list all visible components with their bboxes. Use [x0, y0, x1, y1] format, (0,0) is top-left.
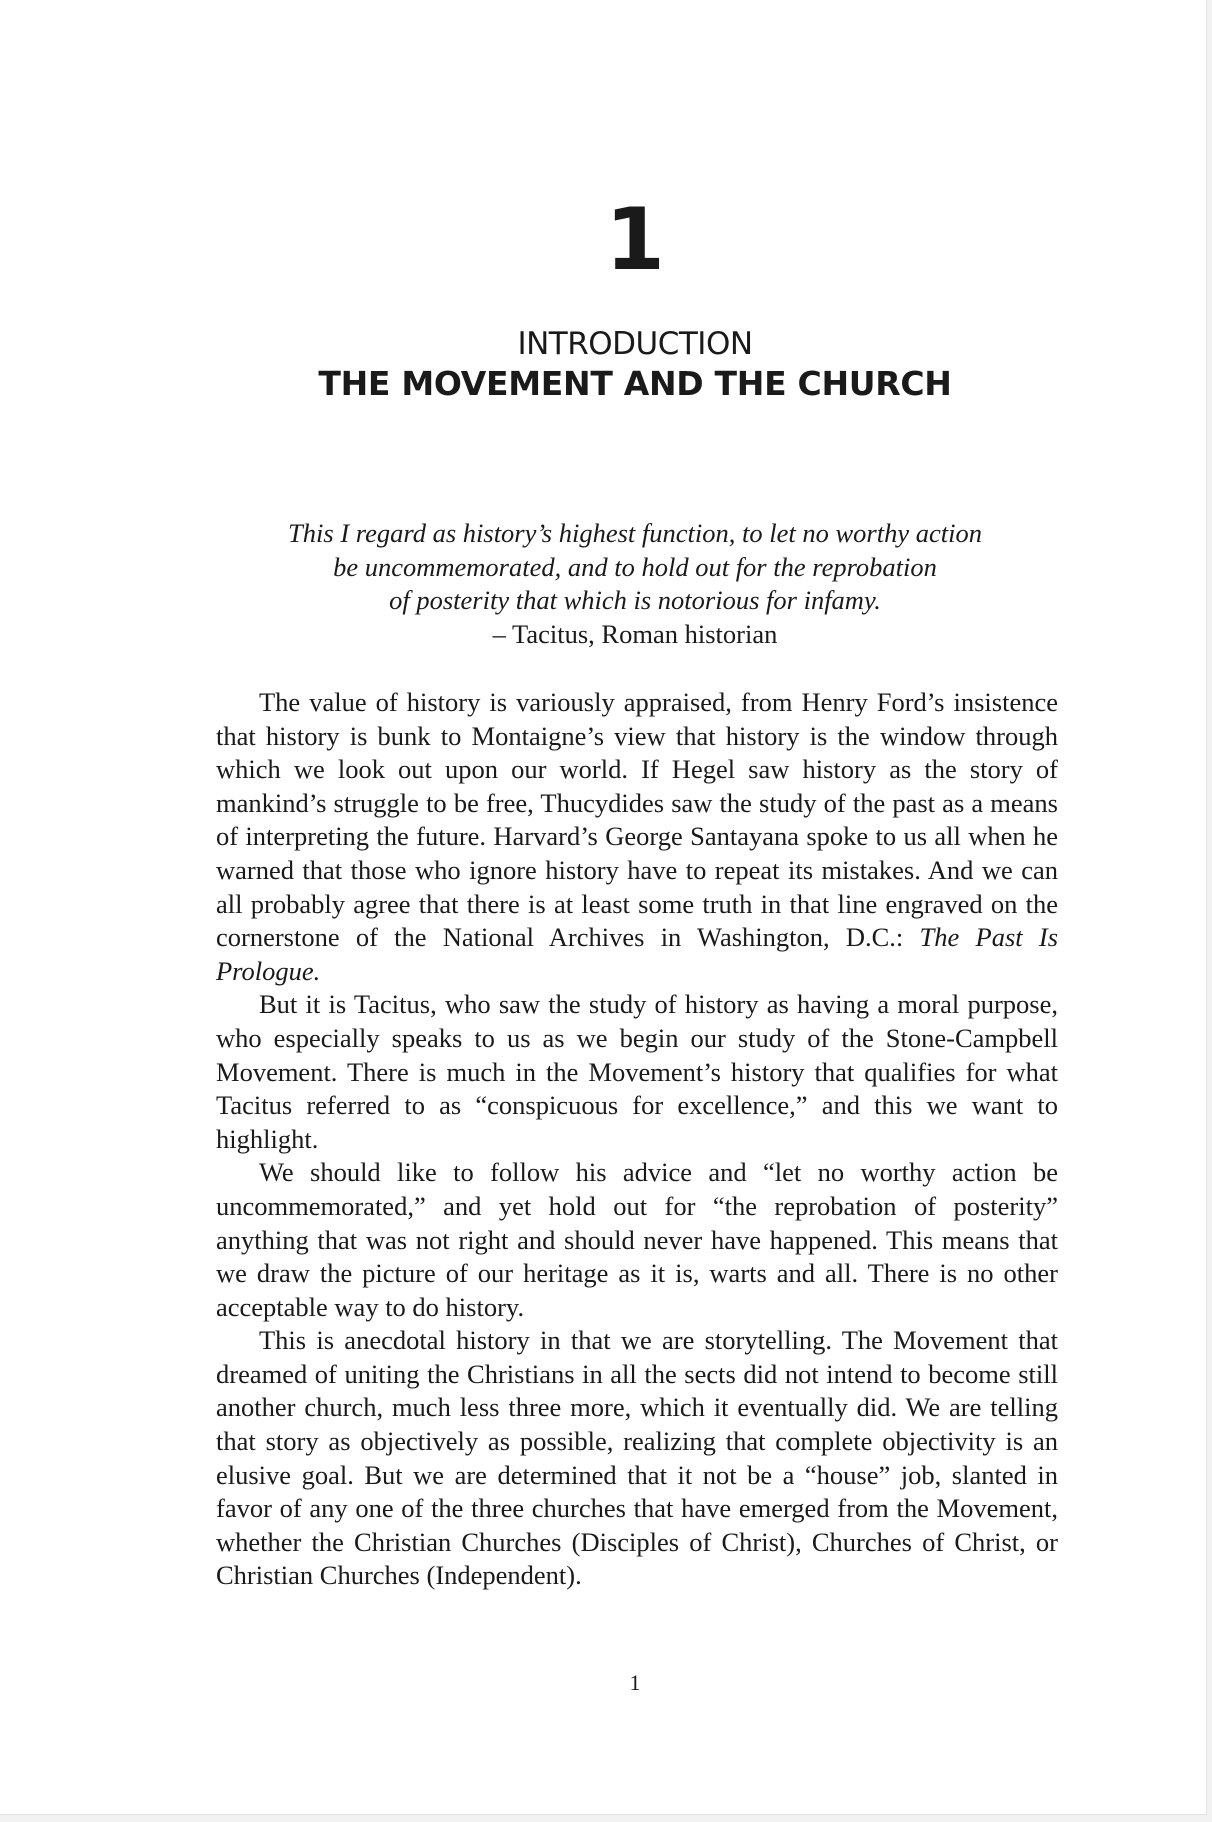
- epigraph-line: This I regard as history’s highest function, to let no worthy action: [288, 518, 982, 548]
- italic-motto: The Past Is Prologue.: [216, 922, 1059, 986]
- epigraph-attribution: – Tacitus, Roman historian: [492, 618, 778, 649]
- chapter-title: THE MOVEMENT AND THE CHURCH: [318, 364, 952, 403]
- body-text: [216, 686, 1058, 1593]
- paragraph: [216, 1324, 1058, 1593]
- paragraph-text: The value of history is variously appraised, from Henry Ford’s insistence that history is bunk to Montaigne’s view that history is the window through which we look out upon our world. If Hegel saw history as the story of mankind’s struggle to be free, Thucydides saw the study of the past as a means of interpreting the future. Harvard’s George Santayana spoke to us all when he warned that those who ignore history have to repeat its mistakes. And we can all probably agree that there is at least some truth in that line engraved on the cornerstone of the National Archives in Washington, D.C.:: [216, 687, 1058, 953]
- page-number: 1: [629, 1670, 641, 1695]
- chapter-kicker: INTRODUCTION: [517, 326, 753, 362]
- paragraph-text: We should like to follow his advice and “let no worthy action be uncommemorated,” and yet hold out for “the reprobation of posterity” anything that was not right and should never have happened. This means that we draw the picture of our heritage as it is, warts and all. There is no other acceptable way to do history.: [216, 1157, 1058, 1322]
- epigraph-line: of posterity that which is notorious for infamy.: [389, 585, 881, 616]
- paragraph: [216, 988, 1058, 1156]
- paragraph-text: This is anecdotal history in that we are storytelling. The Movement that dreamed of uniting the Christians in all the sects did not intend to become still another church, much less three more, which it eventually did. We are telling that story as objectively as possible, realizing that complete objectivity is an elusive goal. But we are determined that it not be a “house” job, slanted in favor of any one of the three churches that have emerged from the Movement, whether the Christian Churches (Disciples of Christ), Churches of Christ, or Christian Churches (Independent).: [216, 1325, 1058, 1591]
- paragraph-text: But it is Tacitus, who saw the study of history as having a moral purpose, who especially speaks to us as we begin our study of the Stone-Campbell Movement. There is much in the Movement’s history that qualifies for what Tacitus referred to as “conspicuous for excellence,” and this we want to highlight.: [216, 989, 1058, 1154]
- paragraph: [216, 1156, 1058, 1324]
- chapter-number: 1: [605, 190, 665, 290]
- epigraph: [216, 517, 1054, 651]
- epigraph-line: be uncommemorated, and to hold out for the reprobation: [333, 551, 937, 582]
- paragraph: [216, 686, 1058, 988]
